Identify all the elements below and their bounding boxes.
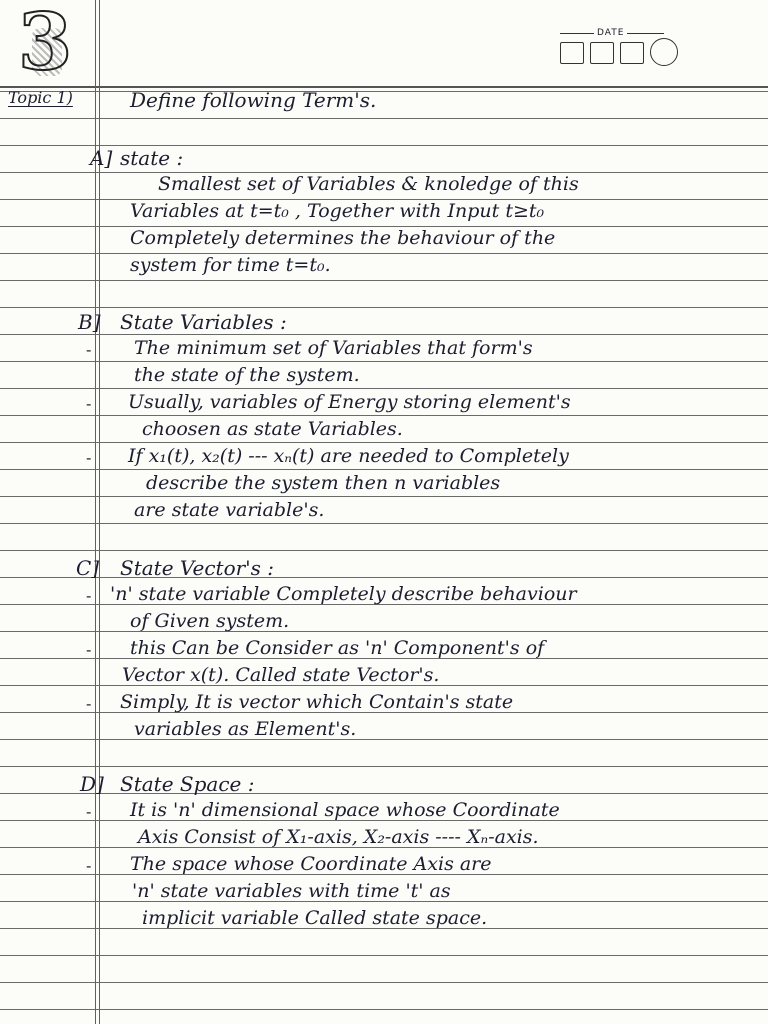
section-c-marker: C] [76,556,100,580]
date-label: DATE [594,28,627,38]
section-d-line: 'n' state variables with time 't' as [132,880,451,902]
section-c-line: 'n' state variable Completely describe behaviour [110,583,577,605]
bullet-dash: - [86,394,92,413]
section-d-line: The space whose Coordinate Axis are [130,853,492,875]
bullet-dash: - [86,340,92,359]
section-b-line: describe the system then n variables [146,472,501,494]
bullet-dash: - [86,802,92,821]
section-b-line: Usually, variables of Energy storing element's [128,391,571,413]
date-box [552,30,676,70]
section-c-line: Simply, It is vector which Contain's state [120,691,514,713]
section-a-line: system for time t=t₀. [130,254,331,276]
section-b-heading: State Variables : [120,310,287,334]
section-b-line: the state of the system. [134,364,360,386]
section-c-line: of Given system. [130,610,290,632]
section-c-line: this Can be Consider as 'n' Component's of [130,637,545,659]
section-b-marker: B] [78,310,101,334]
bullet-dash: - [86,586,92,605]
section-d-marker: D] [80,772,104,796]
section-c-line: variables as Element's. [134,718,357,740]
section-a-line: Completely determines the behaviour of the [130,227,556,249]
bullet-dash: - [86,694,92,713]
topic-label: Topic 1) [8,88,73,107]
page-number: 3 [18,0,73,88]
section-a-line: Variables at t=t₀ , Together with Input t≥t₀ [130,200,545,222]
date-circle [650,38,678,66]
section-a-line: Smallest set of Variables & knoledge of this [158,173,579,195]
section-d-line: Axis Consist of X₁-axis, X₂-axis ---- Xₙ-axis. [138,826,539,848]
bullet-dash: - [86,640,92,659]
section-a-marker: A] [90,146,113,170]
section-c-heading: State Vector's : [120,556,275,580]
section-b-line: are state variable's. [134,499,325,521]
section-b-line: If x₁(t), x₂(t) --- xₙ(t) are needed to Completely [128,445,569,467]
section-b-line: The minimum set of Variables that form's [134,337,533,359]
section-d-line: It is 'n' dimensional space whose Coordinate [130,799,560,821]
section-d-line: implicit variable Called state space. [142,907,488,929]
section-d-heading: State Space : [120,772,255,796]
bullet-dash: - [86,856,92,875]
section-c-line: Vector x(t). Called state Vector's. [122,664,440,686]
section-b-line: choosen as state Variables. [142,418,403,440]
bullet-dash: - [86,448,92,467]
date-cell [560,42,584,64]
section-a-heading: state : [120,146,184,170]
date-cell [590,42,614,64]
date-cell [620,42,644,64]
topic-title: Define following Term's. [130,88,377,112]
